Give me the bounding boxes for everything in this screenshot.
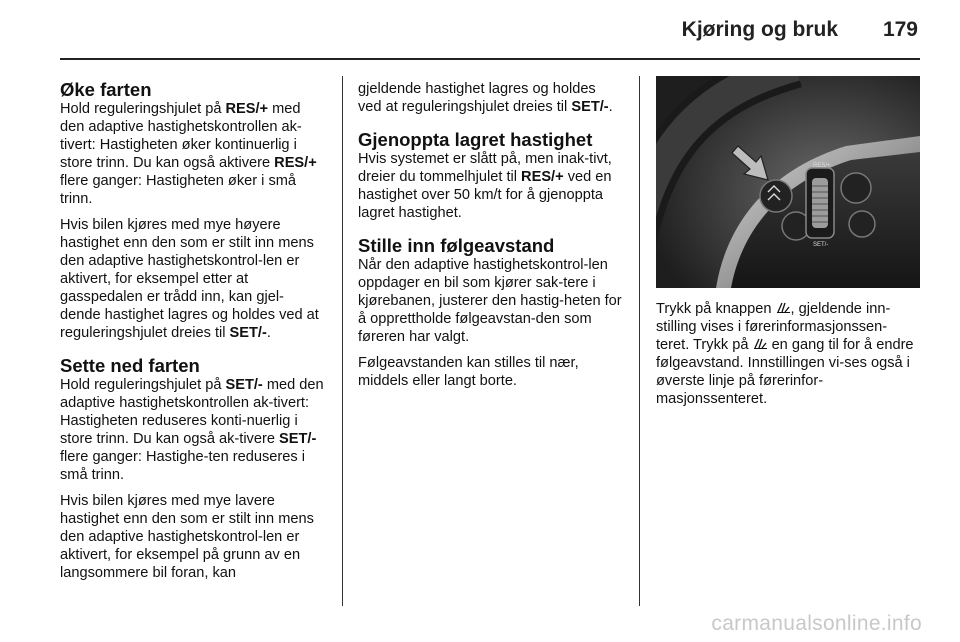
watermark: carmanualsonline.info: [711, 612, 922, 635]
paragraph-stille-2: Følgeavstanden kan stilles til nær, middels eller langt borte.: [358, 355, 579, 389]
text: ved en hastighet over 50 km/t for å gjenoppta lagret hastighet.: [358, 169, 612, 221]
steering-wheel-illustration: [656, 76, 920, 288]
keyword-set: SET/-: [279, 431, 317, 447]
text: flere ganger: Hastigheten øker i små trinn.: [60, 173, 297, 207]
column-divider: [639, 76, 640, 606]
paragraph-stille-1: Når den adaptive hastighetskontrol-len oppdager en bil som kjører sak-tere i kjørebanen, justerer den hastig-heten for å opprettholde følgeavstan-den som føreren har valgt.: [358, 257, 622, 345]
text: Hold reguleringshjulet på: [60, 101, 226, 117]
paragraph-gjenoppta: [358, 150, 622, 222]
paragraph-sette-1: [60, 376, 324, 484]
res-label: RES/+: [813, 163, 831, 169]
keyword-res: RES/+: [225, 101, 269, 117]
text: gjeldende hastighet lagres og holdes ved at reguleringshjulet dreies til: [358, 81, 596, 115]
text: flere ganger: Hastighe-ten reduseres i små trinn.: [60, 449, 305, 483]
keyword-set: SET/-: [225, 377, 263, 393]
text: , gjeldende inn-stilling vises i førerinformasjonssen-teret. Trykk på: [656, 301, 891, 353]
keyword-res: RES/+: [521, 169, 564, 185]
keyword-set: SET/-: [571, 99, 609, 115]
heading-oke-farten: Øke farten: [60, 79, 152, 100]
text: Hold reguleringshjulet på: [60, 377, 226, 393]
column-2: [358, 80, 622, 398]
text: .: [608, 99, 613, 115]
heading-sette-ned-farten: Sette ned farten: [60, 355, 200, 376]
column-3: [656, 300, 920, 416]
page-header: [60, 14, 918, 54]
text: Hvis bilen kjøres med mye høyere hastighet enn den som er stilt inn mens den adaptive hastighetskontrol-len er aktivert, for eksempel etter at gasspedalen er trådd inn, kan gjel-dende hastighet lagres og holdes ved at reguleringshjulet dreies til: [60, 217, 319, 341]
heading-stille-folgeavstand: Stille inn følgeavstand: [358, 235, 555, 256]
heading-gjenoppta: Gjenoppta lagret hastighet: [358, 129, 593, 150]
header-rule: [60, 58, 920, 60]
steering-wheel-svg: [656, 76, 920, 288]
text: Hvis systemet er slått på, men inak-tivt, dreier du tommelhjulet til: [358, 151, 612, 185]
column-1: [60, 80, 324, 590]
text: .: [266, 325, 271, 341]
paragraph-continued: [358, 80, 622, 116]
keyword-set: SET/-: [229, 325, 267, 341]
column-divider: [342, 76, 343, 606]
paragraph-trykk: [656, 300, 920, 408]
following-distance-icon: [753, 337, 768, 350]
text: Trykk på knappen: [656, 301, 776, 317]
set-label: SET/-: [813, 242, 829, 248]
keyword-res: RES/+: [274, 155, 317, 171]
paragraph-oke-1: [60, 100, 324, 208]
page-number: 179: [882, 18, 918, 41]
text: en gang til for å endre følgeavstand. Innstillingen vi-ses også i øverste linje på førerinfor-masjonssenteret.: [656, 337, 914, 407]
text: med den adaptive hastighetskontrollen ak-tivert: Hastigheten reduseres konti-nuerlig i store trinn. Du kan også ak-tivere: [60, 377, 324, 447]
following-distance-icon: [776, 301, 791, 314]
text: med den adaptive hastighetskontrollen ak-tivert: Hastigheten øker kontinuerlig i store trinn. Du kan også aktivere: [60, 101, 302, 171]
header-title: Kjøring og bruk: [681, 18, 838, 41]
paragraph-sette-2: Hvis bilen kjøres med mye lavere hastighet enn den som er stilt inn mens den adaptive hastighetskontrol-len er aktivert, for eksempel på grunn av en langsommere bil foran, kan: [60, 493, 314, 581]
paragraph-oke-2: [60, 216, 324, 342]
